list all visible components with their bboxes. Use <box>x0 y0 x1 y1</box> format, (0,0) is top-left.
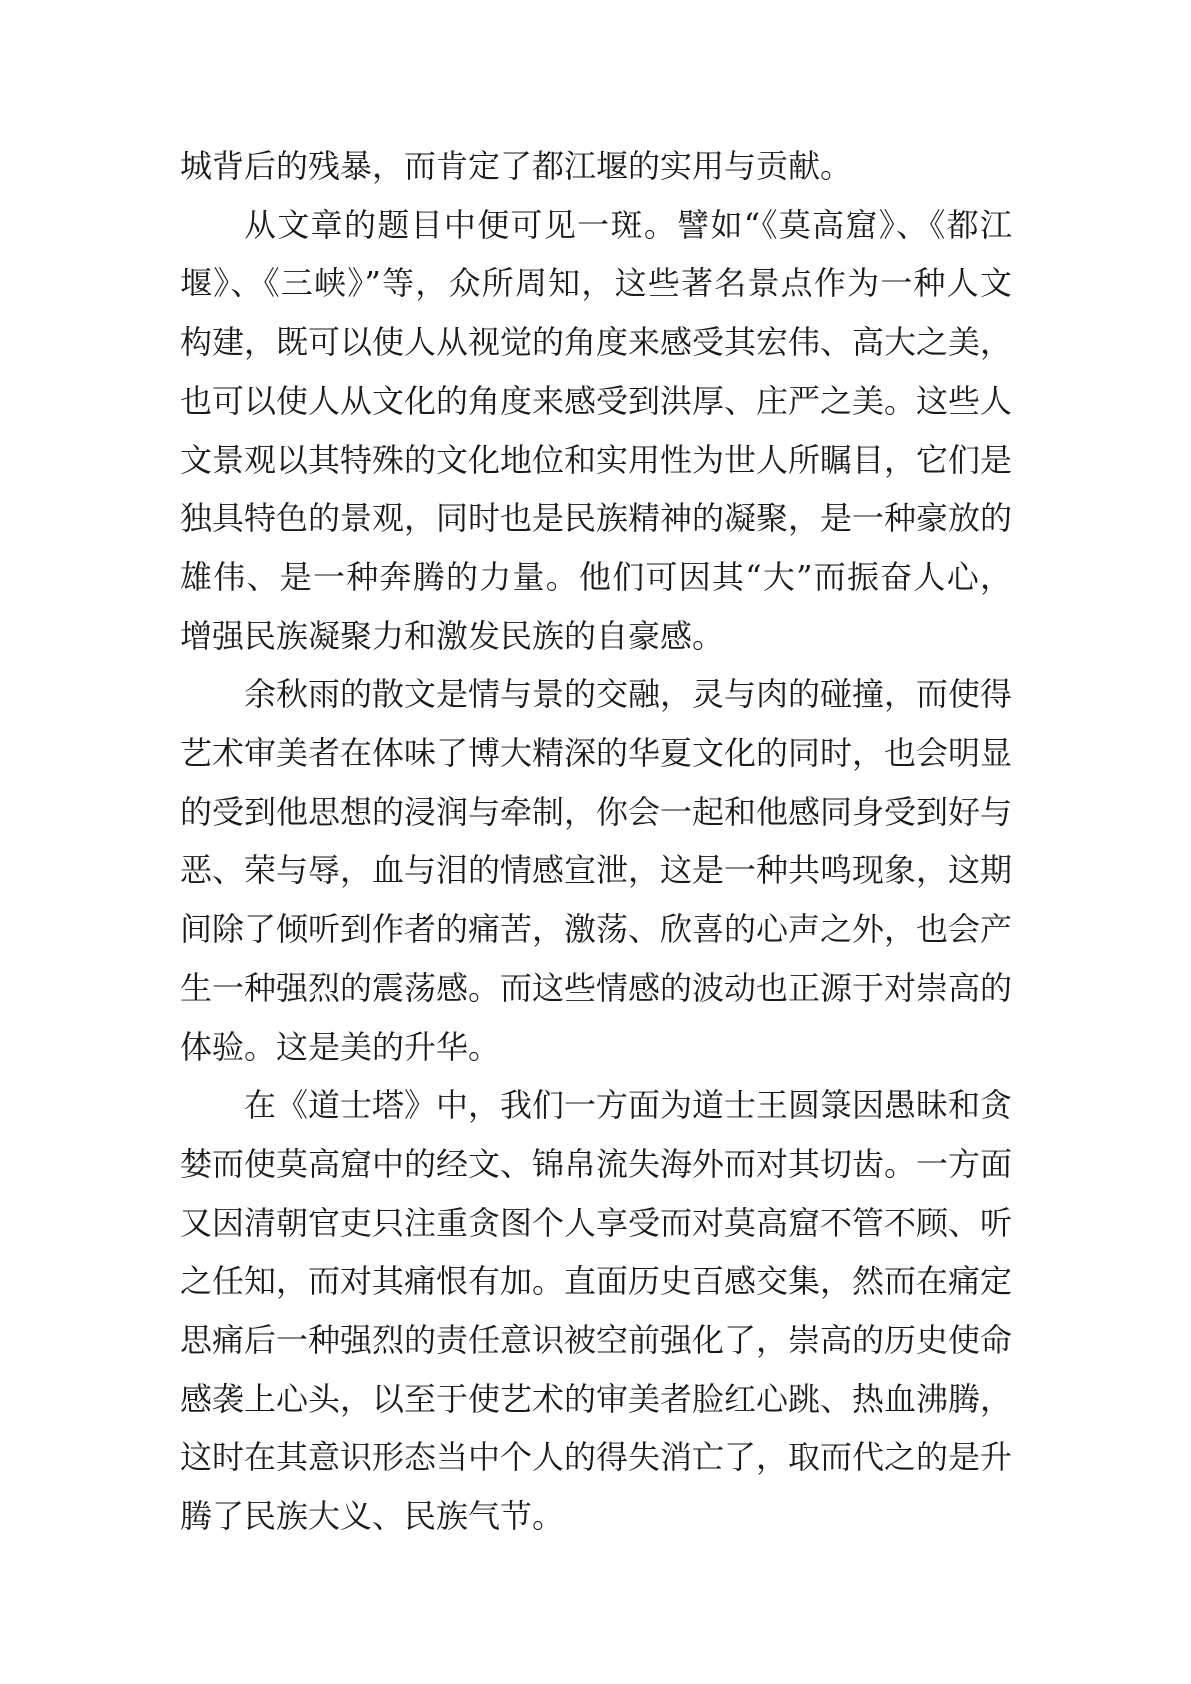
paragraph-continuation: 城背后的残暴，而肯定了都江堰的实用与贡献。 <box>180 147 853 185</box>
paragraph-taoist-pagoda: 在《道士塔》中，我们一方面为道士王圆箓因愚昧和贪婪而使莫高窟中的经文、锦帛流失海外而对其切齿。一方面又因清朝官吏只注重贪图个人享受而对莫高窟不管不顾、听之任知，而对其痛恨有加。直面历史百感交集，然而在痛定思痛后一种强烈的责任意识被空前强化了，崇高的历史使命感袭上心头，以至于使艺术的审美者脸红心跳、热血沸腾，这时在其意识形态当中个人的得失消亡了，取而代之的是升腾了民族大义、民族气节。 <box>180 1086 1013 1536</box>
paragraph-article-titles: 从文章的题目中便可见一斑。譬如“《莫高窟》、《都江堰》、《三峡》”等，众所周知，这些著名景点作为一种人文构建，既可以使人从视觉的角度来感受其宏伟、高大之美，也可以使人从文化的角度来感受到洪厚、庄严之美。这些人文景观以其特殊的文化地位和实用性为世人所瞩目，它们是独具特色的景观，同时也是民族精神的凝聚，是一种豪放的雄伟、是一种奔腾的力量。他们可因其“大”而振奋人心，增强民族凝聚力和激发民族的自豪感。 <box>180 205 1013 655</box>
paragraph-emotion-scenery: 余秋雨的散文是情与景的交融，灵与肉的碰撞，而使得艺术审美者在体味了博大精深的华夏文化的同时，也会明显的受到他思想的浸润与牵制，你会一起和他感同身受到好与恶、荣与辱，血与泪的情感宣泄，这是一种共鸣现象，这期间除了倾听到作者的痛苦，激荡、欣喜的心声之外，也会产生一种强烈的震荡感。而这些情感的波动也正源于对崇高的体验。这是美的升华。 <box>180 675 1013 1066</box>
body-text <box>180 137 1012 1546</box>
